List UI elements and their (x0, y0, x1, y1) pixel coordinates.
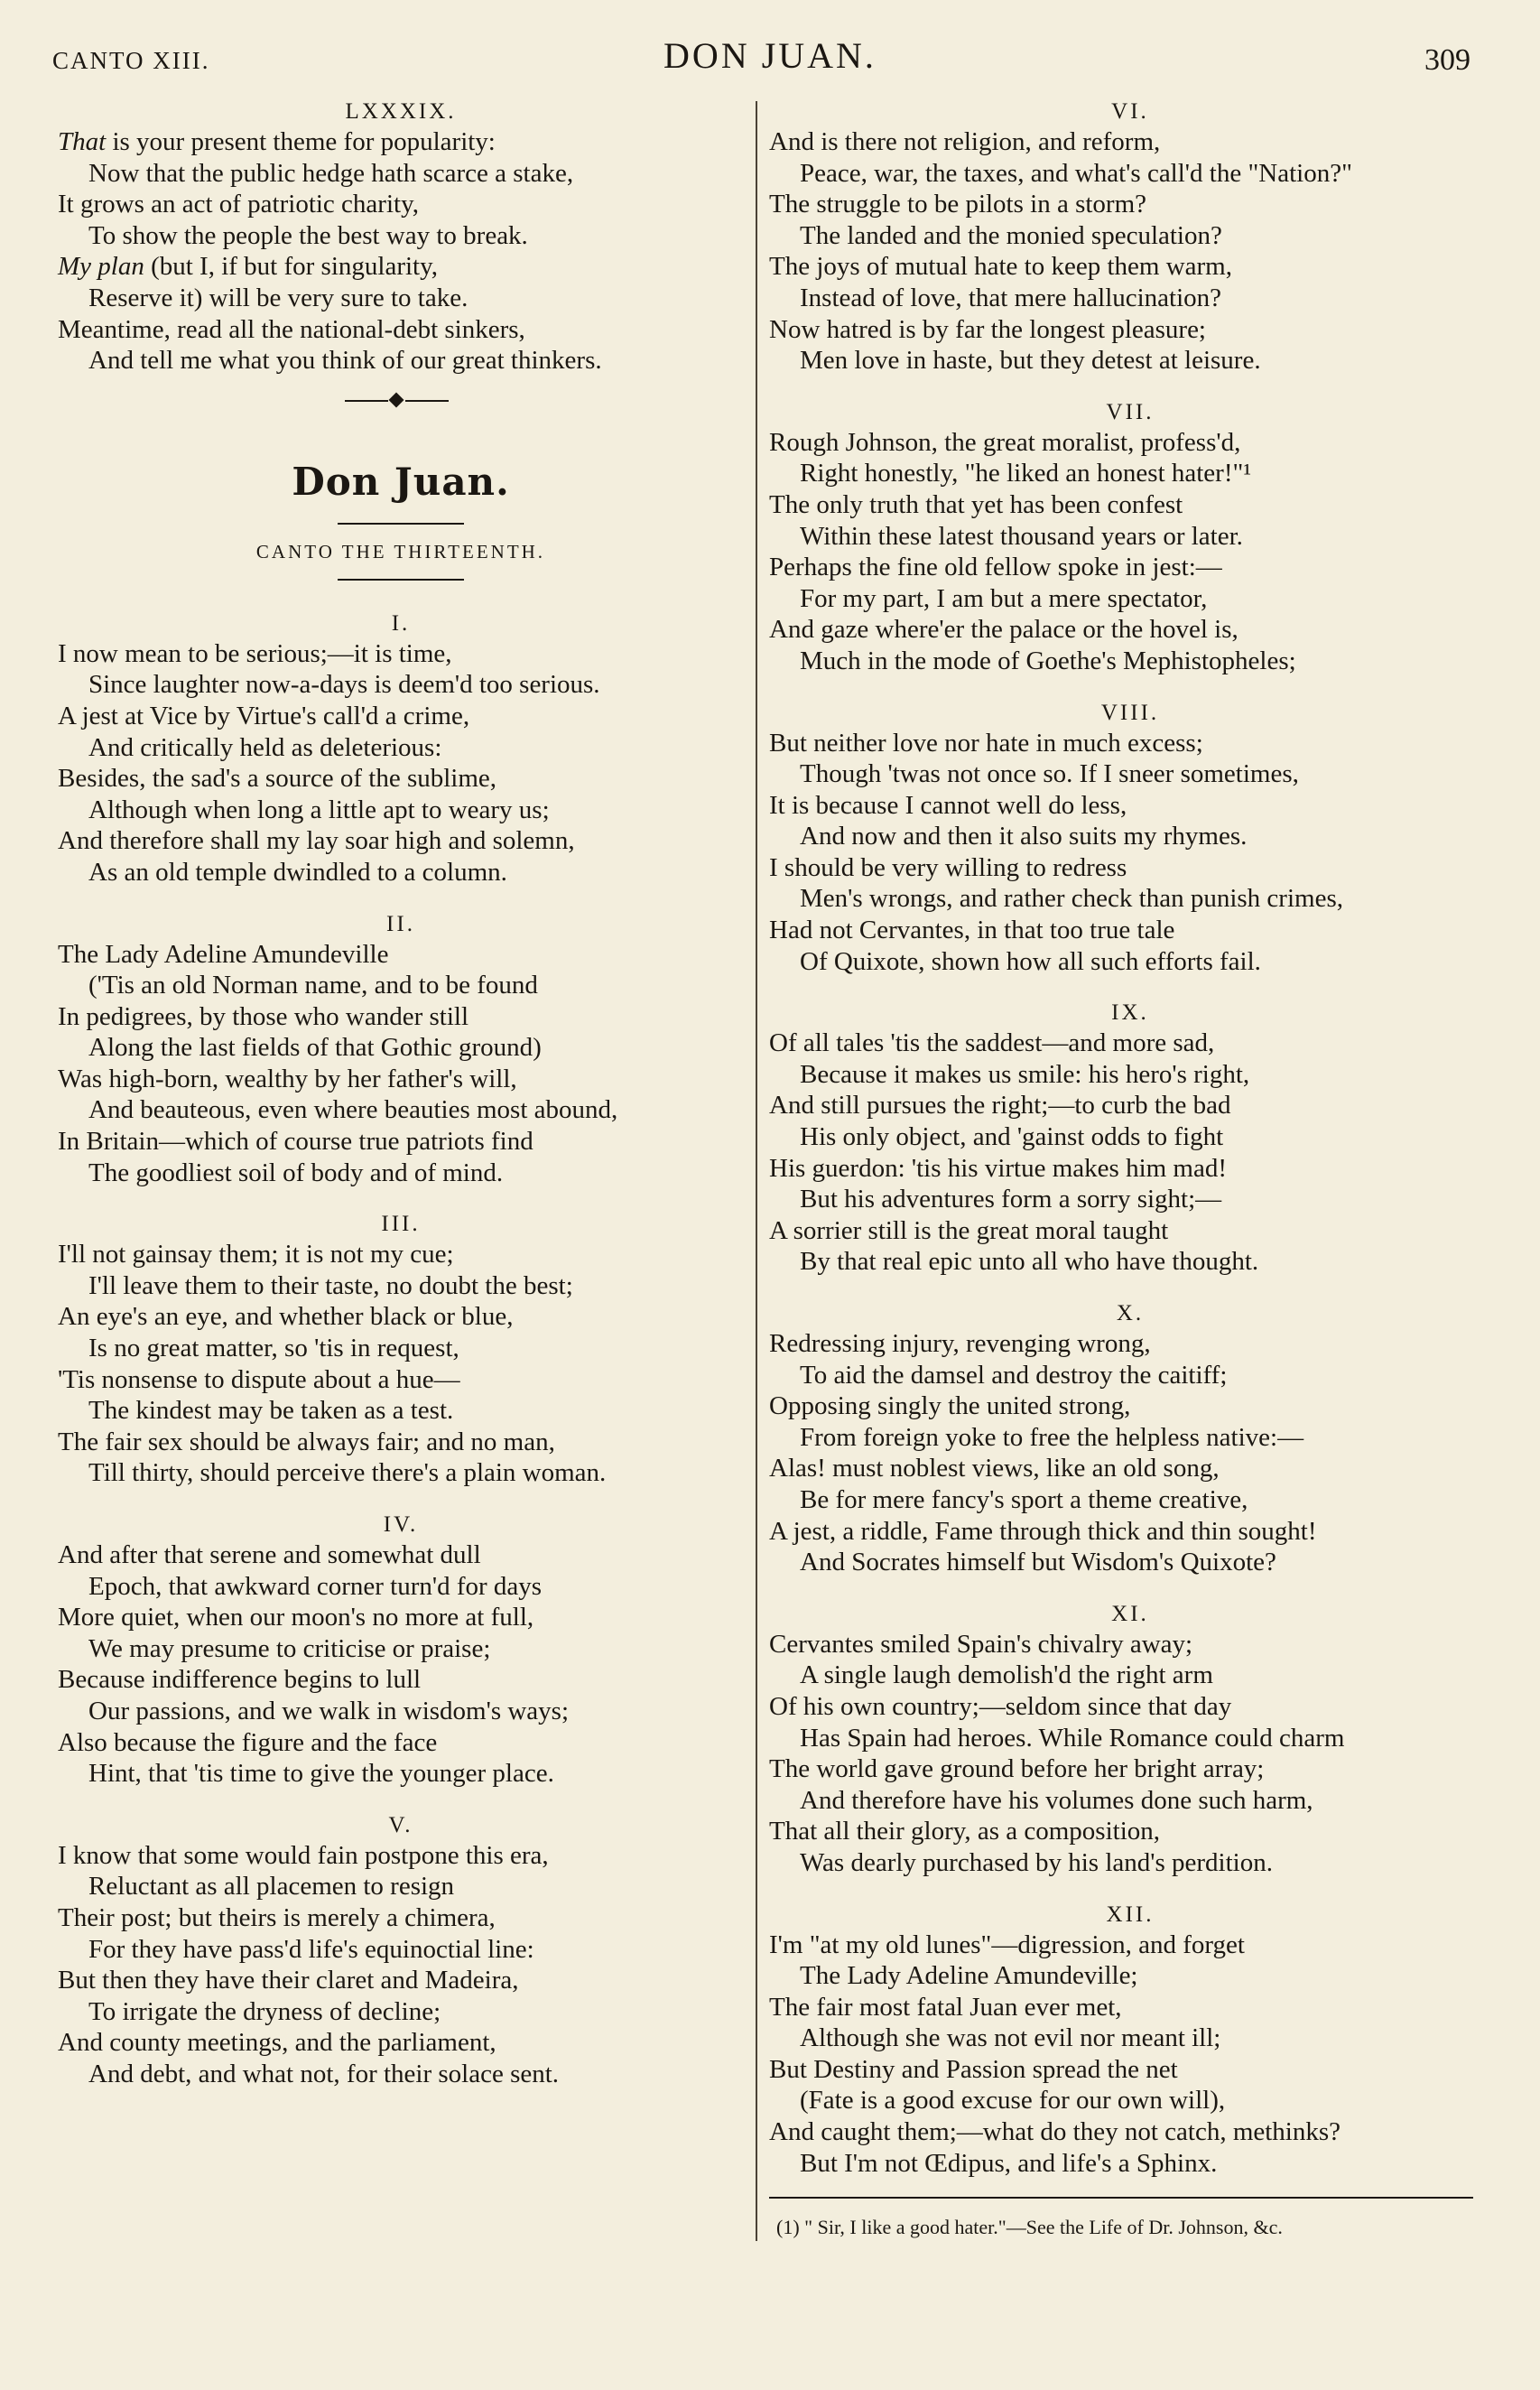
verse-line: I now mean to be serious;—it is time, (58, 638, 452, 668)
left-stanzas (58, 609, 744, 2090)
verse-line: Peace, war, the taxes, and what's call'd the "Nation?" (800, 158, 1352, 188)
canto-heading: CANTO THE THIRTEENTH. (255, 540, 546, 563)
verse-line: And is there not religion, and reform, (769, 127, 1161, 156)
ornament-bar-right (405, 400, 449, 402)
verse-line: I should be very willing to redress (769, 852, 1127, 882)
stanza-gap (769, 1278, 1491, 1297)
verse-line: Though 'twas not once so. If I sneer sometimes, (800, 759, 1299, 789)
verse-line (58, 345, 744, 377)
verse-line: Hint, that 'tis time to give the younger place. (88, 1759, 554, 1789)
footnote: (1) " Sir, I like a good hater."—See the Life of Dr. Johnson, &c. (776, 2216, 1283, 2239)
verse-line: I'll leave them to their taste, no doubt the best; (88, 1270, 573, 1300)
verse-line (58, 314, 744, 346)
stanza-number: VII. (1106, 399, 1155, 424)
verse-line: For they have pass'd life's equinoctial line: (88, 1934, 534, 1964)
verse-line: Although when long a little apt to weary us; (88, 795, 550, 824)
stanza-number: XI. (1111, 1601, 1149, 1626)
stanza-number: VIII. (1100, 700, 1160, 725)
verse-text: Reserve it) will be very sure to take. (88, 283, 468, 312)
verse-line: Till thirty, should perceive there's a plain woman. (88, 1458, 607, 1488)
verse-line: Be for mere fancy's sport a theme creative, (800, 1484, 1248, 1514)
verse-line: By that real epic unto all who have thought. (800, 1247, 1259, 1277)
verse-line: Along the last fields of that Gothic ground) (88, 1033, 542, 1063)
verse-line: The goodliest soil of body and of mind. (88, 1158, 504, 1187)
column-divider (756, 101, 757, 2241)
verse-line: The Lady Adeline Amundeville (58, 939, 389, 969)
verse-line: Was high-born, wealthy by her father's will, (58, 1064, 517, 1093)
verse-line (58, 283, 744, 314)
verse-line: Also because the figure and the face (58, 1727, 438, 1757)
verse-line: And gaze where'er the palace or the hovel is, (769, 615, 1238, 645)
verse-line: ('Tis an old Norman name, and to be found (88, 971, 538, 1000)
verse-line: Their post; but theirs is merely a chimera, (58, 1902, 496, 1932)
verse-line: Reluctant as all placemen to resign (88, 1872, 455, 1902)
stanza-gap (769, 977, 1491, 997)
verse-line: The fair most fatal Juan ever met, (769, 1992, 1122, 2022)
verse-line: Alas! must noblest views, like an old song, (769, 1454, 1220, 1483)
left-column (58, 96, 744, 2090)
verse-line: The Lady Adeline Amundeville; (800, 1961, 1138, 1991)
stanza-gap (58, 888, 744, 908)
verse-text: It grows an act of patriotic charity, (58, 190, 419, 219)
verse-emphasis: That (58, 127, 107, 156)
verse-line: And caught them;—what do they not catch, methinks? (769, 2117, 1341, 2147)
stanza-gap (769, 1578, 1491, 1598)
verse-text: Meantime, read all the national-debt sinkers, (58, 314, 525, 344)
verse-line: An eye's an eye, and whether black or blue, (58, 1302, 514, 1332)
stanza-gap (58, 1790, 744, 1809)
footnote-rule (769, 2197, 1473, 2199)
verse-line: A jest, a riddle, Fame through thick and thin sought! (769, 1516, 1317, 1546)
verse-text: Now that the public hedge hath scarce a stake, (88, 158, 574, 188)
verse-line: The landed and the monied speculation? (800, 220, 1222, 250)
stanza-number: VI. (1111, 99, 1149, 124)
verse-text: is your present theme for popularity: (106, 127, 496, 156)
verse-line: But his adventures form a sorry sight;— (800, 1185, 1222, 1214)
verse-line: Redressing injury, revenging wrong, (769, 1329, 1151, 1358)
stanza-gap (58, 1489, 744, 1509)
stanza-lines (58, 126, 744, 377)
verse-line: Within these latest thousand years or later. (800, 521, 1243, 551)
right-column (769, 96, 1491, 2244)
verse-line: Men's wrongs, and rather check than punish crimes, (800, 884, 1343, 914)
stanza-gap (769, 377, 1491, 396)
verse-line: And county meetings, and the parliament, (58, 2028, 496, 2058)
verse-line: For my part, I am but a mere spectator, (800, 583, 1208, 613)
verse-line: Of Quixote, shown how all such efforts fail. (800, 946, 1261, 976)
verse-line: 'Tis nonsense to dispute about a hue— (58, 1364, 460, 1394)
stanza-gap (769, 1879, 1491, 1899)
verse-line: And therefore shall my lay soar high and solemn, (58, 826, 575, 856)
verse-line: The joys of mutual hate to keep them warm, (769, 252, 1232, 282)
verse-line: The fair sex should be always fair; and no man, (58, 1427, 555, 1456)
verse-line: And debt, and what not, for their solace sent. (88, 2059, 560, 2088)
verse-line: Rough Johnson, the great moralist, profess'd, (769, 427, 1241, 457)
stanza-number: III. (381, 1212, 421, 1237)
verse-line: I know that some would fain postpone this era, (58, 1840, 549, 1870)
verse-text: (but I, if but for singularity, (144, 252, 438, 282)
verse-line: Instead of love, that mere hallucination? (800, 283, 1222, 312)
verse-line: And beauteous, even where beauties most abound, (88, 1095, 618, 1125)
verse-text: And tell me what you think of our great thinkers. (88, 346, 602, 376)
book-title: Don Juan. (292, 459, 510, 504)
ornament-diamond (389, 392, 404, 407)
verse-line: In pedigrees, by those who wander still (58, 1001, 469, 1031)
stanza-gap (58, 1188, 744, 1208)
verse-line: Although she was not evil nor meant ill; (800, 2023, 1221, 2053)
verse-line: But neither love nor hate in much excess; (769, 728, 1203, 758)
verse-line: Was dearly purchased by his land's perdition. (800, 1847, 1273, 1877)
verse-line: Our passions, and we walk in wisdom's ways; (88, 1696, 570, 1725)
verse-line: His only object, and 'gainst odds to fight (800, 1122, 1224, 1152)
ornament-bar-left (345, 400, 388, 402)
verse-emphasis: My plan (58, 252, 144, 282)
verse-line: And still pursues the right;—to curb the bad (769, 1091, 1231, 1121)
stanza-number: IX. (1111, 1000, 1149, 1026)
verse-line: Epoch, that awkward corner turn'd for days (88, 1571, 543, 1601)
page-number: 309 (1424, 43, 1470, 77)
stanza-number: IV. (383, 1512, 419, 1537)
verse-line: Perhaps the fine old fellow spoke in jest:— (769, 553, 1222, 582)
stanza-gap (769, 677, 1491, 697)
verse-line: His guerdon: 'tis his virtue makes him mad! (769, 1153, 1228, 1183)
right-stanzas (769, 98, 1491, 2179)
verse-line (58, 158, 744, 190)
stanza-number: II. (386, 911, 415, 936)
verse-line: To irrigate the dryness of decline; (88, 1996, 441, 2026)
verse-line: The kindest may be taken as a test. (88, 1396, 454, 1426)
verse-line: And now and then it also suits my rhymes. (800, 822, 1248, 851)
verse-line: Besides, the sad's a source of the sublime, (58, 764, 497, 794)
verse-line: Now hatred is by far the longest pleasure; (769, 314, 1206, 344)
verse-line: But Destiny and Passion spread the net (769, 2054, 1178, 2084)
verse-line: It is because I cannot well do less, (769, 790, 1127, 820)
verse-line: Because indifference begins to lull (58, 1665, 422, 1695)
verse-line: Of all tales 'tis the saddest—and more sad, (769, 1028, 1215, 1058)
verse-line: As an old temple dwindled to a column. (88, 857, 507, 887)
verse-line: I'm "at my old lunes"—digression, and forget (769, 1930, 1245, 1959)
running-head-title: DON JUAN. (663, 35, 877, 76)
verse-line: The only truth that yet has been confest (769, 489, 1183, 519)
verse-line: And therefore have his volumes done such harm, (800, 1785, 1313, 1815)
verse-line: A sorrier still is the great moral taught (769, 1215, 1169, 1245)
verse-line: Because it makes us smile: his hero's right, (800, 1059, 1250, 1089)
verse-line: Cervantes smiled Spain's chivalry away; (769, 1629, 1193, 1659)
verse-line: Opposing singly the united strong, (769, 1391, 1131, 1421)
verse-line: But then they have their claret and Madeira, (58, 1966, 519, 1995)
verse-line: We may presume to criticise or praise; (88, 1633, 491, 1663)
stanza-number: X. (1116, 1301, 1145, 1325)
verse-line: And after that serene and somewhat dull (58, 1540, 481, 1569)
stanza-number: V. (388, 1812, 413, 1837)
verse-line: Of his own country;—seldom since that day (769, 1691, 1232, 1721)
verse-line: Had not Cervantes, in that too true tale (769, 916, 1175, 945)
verse-line: Much in the mode of Goethe's Mephistopheles; (800, 646, 1296, 675)
verse-line (58, 220, 744, 252)
verse-line: The world gave ground before her bright array; (769, 1754, 1265, 1784)
verse-line: In Britain—which of course true patriots find (58, 1127, 533, 1157)
verse-line: The struggle to be pilots in a storm? (769, 190, 1147, 219)
verse-line: That all their glory, as a composition, (769, 1817, 1161, 1846)
running-head-canto: CANTO XIII. (52, 47, 210, 74)
verse-line: Right honestly, "he liked an honest hater!"¹ (800, 459, 1252, 488)
verse-line: A single laugh demolish'd the right arm (800, 1660, 1213, 1690)
stanza-number: LXXXIX. (345, 99, 457, 124)
verse-line: A jest at Vice by Virtue's call'd a crime, (58, 701, 470, 730)
verse-line: Men love in haste, but they detest at leisure. (800, 346, 1261, 376)
verse-line: More quiet, when our moon's no more at full, (58, 1603, 534, 1632)
verse-line (58, 126, 744, 158)
verse-line (58, 189, 744, 220)
verse-line: Is no great matter, so 'tis in request, (88, 1334, 459, 1363)
section-ornament (58, 382, 744, 423)
verse-line: Since laughter now-a-days is deem'd too serious. (88, 670, 600, 700)
stanza-number: I. (391, 610, 411, 636)
verse-line: But I'm not Œdipus, and life's a Sphinx. (800, 2148, 1218, 2178)
verse-line: (Fate is a good excuse for our own will), (800, 2086, 1226, 2116)
verse-line: From foreign yoke to free the helpless native:— (800, 1422, 1304, 1452)
verse-line: And Socrates himself but Wisdom's Quixote? (800, 1548, 1276, 1577)
verse-line: I'll not gainsay them; it is not my cue; (58, 1240, 454, 1269)
verse-line: And critically held as deleterious: (88, 732, 442, 762)
verse-line (58, 251, 744, 283)
verse-line: Has Spain had heroes. While Romance could charm (800, 1723, 1345, 1753)
stanza-number: XII. (1106, 1902, 1155, 1927)
verse-text: To show the people the best way to break. (88, 220, 528, 250)
verse-line: To aid the damsel and destroy the caitiff; (800, 1360, 1228, 1390)
